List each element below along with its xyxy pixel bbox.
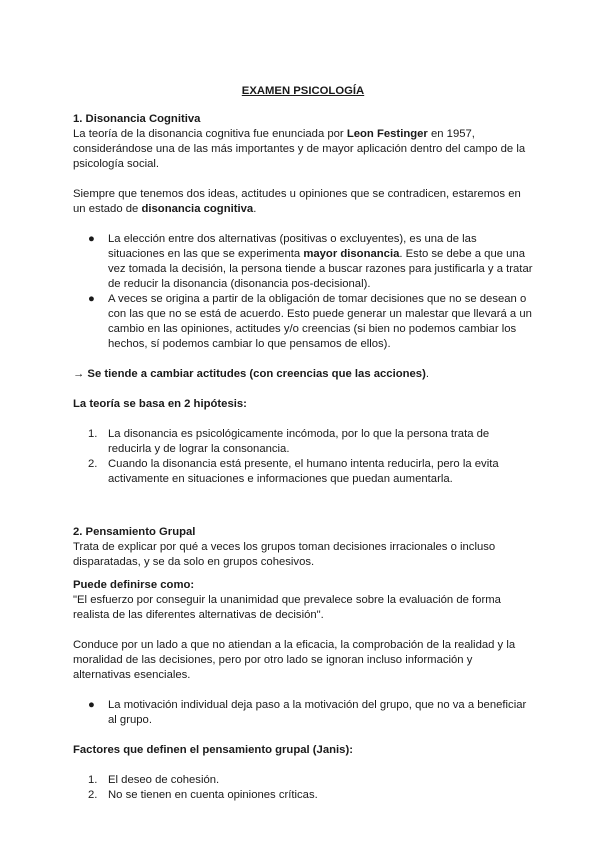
section-2-heading: 2. Pensamiento Grupal (73, 526, 196, 538)
document-title: EXAMEN PSICOLOGÍA (241, 85, 365, 97)
factors-heading: Factores que definen el pensamiento grupal (Janis): (73, 744, 353, 756)
section-2-bullet-list (73, 698, 533, 728)
factors-list (73, 773, 533, 803)
list-item: 1. El deseo de cohesión. (88, 774, 220, 786)
list-item: 2. Cuando la disonancia está presente, el humano intenta reducirla, pero la evita activamente en situaciones e informaciones que puedan aumentarla. (88, 458, 499, 485)
bullet-icon: ● (88, 293, 95, 305)
section-1-bullet-list (73, 232, 533, 352)
list-item: 1. La disonancia es psicológicamente incómoda, por lo que la persona trata de reducirla y de lograr la consonancia. (88, 428, 490, 455)
list-item: ● La elección entre dos alternativas (positivas o excluyentes), es una de las situaciones en las que se experimenta mayor disonancia. Esto se debe a que una vez tomada la decisión, la persona tiende a buscar razones para justificarla y a tratar de reducir la disonancia (disonancia pos-decisional). (88, 233, 533, 290)
section-2-paragraph-1: Trata de explicar por qué a veces los grupos toman decisiones irracionales o incluso disparatadas, y se da solo en grupos cohesivos. (73, 541, 496, 568)
definition-quote: "El esfuerzo por conseguir la unanimidad que prevalece sobre la evaluación de forma realista de las diferentes alternativas de decisión". (73, 594, 501, 621)
list-item: ● A veces se origina a partir de la obligación de tomar decisiones que no se desean o con las que no se está de acuerdo. Esto puede generar un malestar que llevará a un cambio en las opiniones, actitudes y/o creencias (si bien no podemos cambiar los hechos, sí podemos cambiar lo que pensamos de ellos). (88, 293, 532, 350)
list-item: 2. No se tienen en cuenta opiniones críticas. (88, 789, 318, 801)
bullet-icon: ● (88, 699, 95, 711)
arrow-conclusion: → Se tiende a cambiar actitudes (con creencias que las acciones). (73, 368, 429, 380)
section-1-paragraph-1: La teoría de la disonancia cognitiva fue enunciada por Leon Festinger en 1957, considerándose una de las más importantes y de mayor aplicación dentro del campo de la psicología social. (73, 128, 526, 170)
section-1-heading: 1. Disonancia Cognitiva (73, 113, 201, 125)
section-1-paragraph-2: Siempre que tenemos dos ideas, actitudes u opiniones que se contradicen, estaremos en un estado de disonancia cognitiva. (73, 188, 521, 215)
hypotheses-list (73, 427, 533, 487)
section-2-paragraph-2: Conduce por un lado a que no atiendan a la eficacia, la comprobación de la realidad y la moralidad de las decisiones, pero por otro lado se ignoran incluso información y alternativas esenciales. (73, 639, 516, 681)
bullet-icon: ● (88, 233, 95, 245)
hypotheses-heading: La teoría se basa en 2 hipótesis: (73, 398, 247, 410)
list-item: ● La motivación individual deja paso a la motivación del grupo, que no va a beneficiar al grupo. (88, 699, 527, 726)
definition-heading: Puede definirse como: (73, 579, 195, 591)
document-page (73, 84, 533, 803)
